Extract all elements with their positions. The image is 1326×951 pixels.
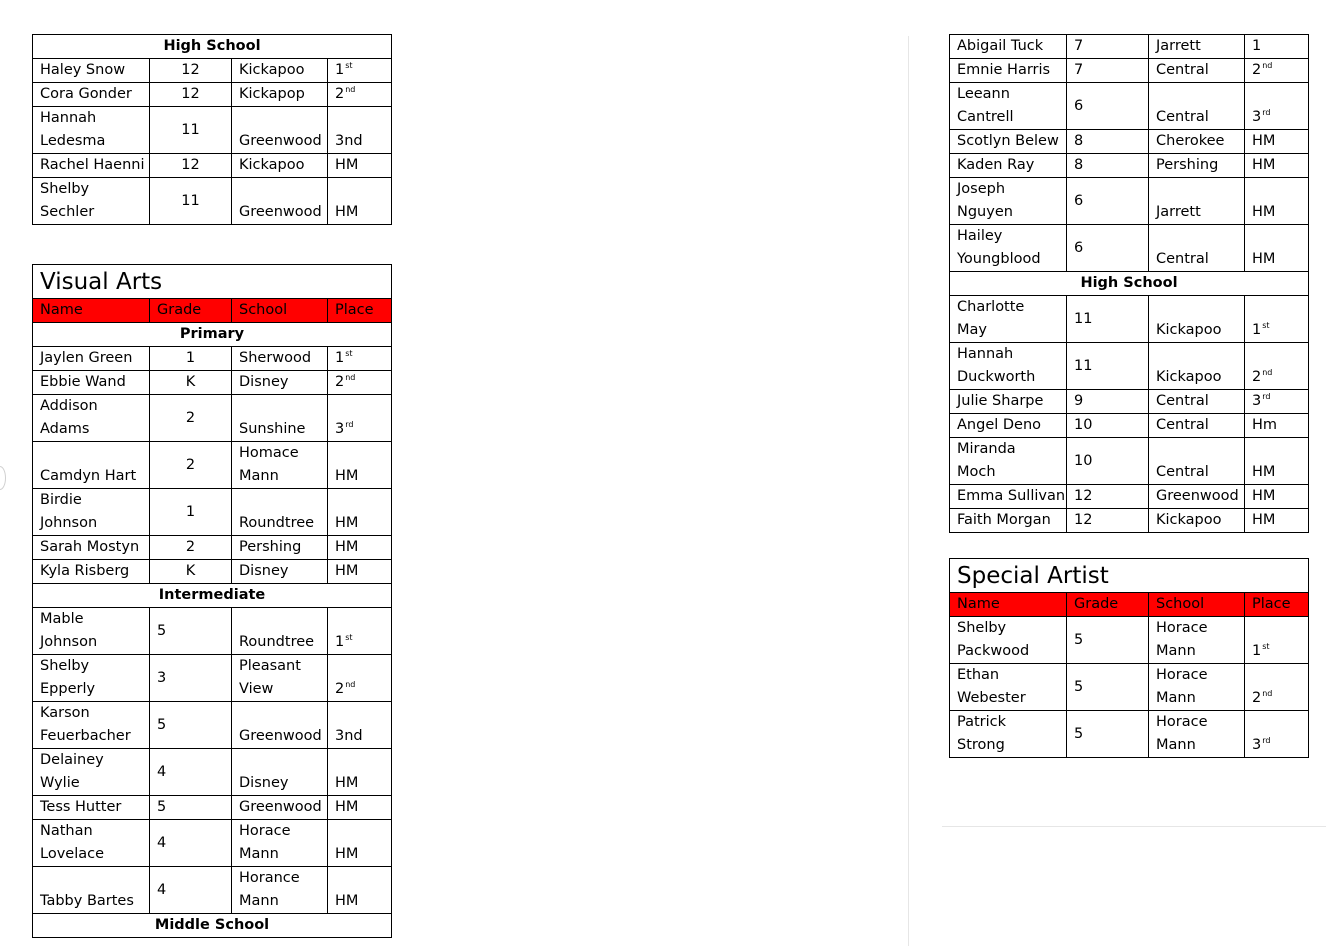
student-school: Central	[1149, 390, 1245, 414]
student-name: Angel Deno	[950, 414, 1067, 438]
table-row	[33, 442, 392, 489]
student-place	[1245, 225, 1309, 272]
student-name: Faith Morgan	[950, 509, 1067, 533]
student-school: Disney	[232, 371, 328, 395]
place-value: HM	[1252, 204, 1276, 220]
student-grade: 1	[150, 489, 232, 536]
student-school: Horace Mann	[232, 820, 328, 867]
place-ordinal-suffix: rd	[1262, 392, 1271, 401]
section-heading-primary: Primary	[33, 323, 392, 347]
table-row	[950, 390, 1309, 414]
table-row	[950, 414, 1309, 438]
place-value: 3	[1252, 393, 1262, 409]
student-name: Delainey Wylie	[33, 749, 150, 796]
place-value: 2	[1252, 369, 1262, 385]
student-place	[328, 796, 392, 820]
student-grade: 6	[1067, 225, 1149, 272]
student-grade: 12	[1067, 485, 1149, 509]
place-ordinal-suffix: st	[1262, 321, 1270, 330]
section-heading-intermediate: Intermediate	[33, 584, 392, 608]
student-school: Horace Mann	[1149, 711, 1245, 758]
student-place	[328, 560, 392, 584]
student-name: Ebbie Wand	[33, 371, 150, 395]
section-heading-high-school: High School	[33, 35, 392, 59]
place-value: 1	[1252, 643, 1262, 659]
place-value: 3	[1252, 109, 1262, 125]
table-row	[950, 130, 1309, 154]
student-grade: 11	[1067, 343, 1149, 390]
student-grade: 5	[1067, 711, 1149, 758]
student-place	[1245, 414, 1309, 438]
place-value: 2	[335, 86, 345, 102]
student-grade: 12	[150, 154, 232, 178]
student-place	[328, 867, 392, 914]
place-ordinal-suffix: st	[345, 61, 353, 70]
column-header-grade: Grade	[150, 299, 232, 323]
place-value: HM	[1252, 488, 1276, 504]
table-row	[33, 608, 392, 655]
student-place	[328, 442, 392, 489]
student-place	[328, 608, 392, 655]
student-name: Cora Gonder	[33, 83, 150, 107]
student-school: Central	[1149, 59, 1245, 83]
visual-arts-table	[32, 264, 392, 938]
place-ordinal-suffix: nd	[345, 373, 356, 382]
student-place	[328, 83, 392, 107]
table-row	[33, 796, 392, 820]
student-place	[328, 59, 392, 83]
special-artist-title: Special Artist	[950, 559, 1309, 593]
table-row	[33, 867, 392, 914]
student-grade: 11	[1067, 296, 1149, 343]
table-row	[33, 395, 392, 442]
student-grade: 4	[150, 820, 232, 867]
student-school: Central	[1149, 414, 1245, 438]
table-row	[950, 509, 1309, 533]
student-name: Charlotte May	[950, 296, 1067, 343]
column-header-place: Place	[1245, 593, 1309, 617]
place-value: 1	[335, 350, 345, 366]
place-value: 1	[1252, 38, 1262, 54]
student-place	[1245, 664, 1309, 711]
place-value: HM	[335, 775, 359, 791]
place-value: 3nd	[335, 728, 363, 744]
student-grade: 7	[1067, 35, 1149, 59]
place-value: HM	[335, 893, 359, 909]
place-value: 2	[335, 374, 345, 390]
place-ordinal-suffix: nd	[345, 85, 356, 94]
student-place	[1245, 509, 1309, 533]
student-name: Joseph Nguyen	[950, 178, 1067, 225]
student-grade: 8	[1067, 154, 1149, 178]
student-grade: 5	[150, 608, 232, 655]
student-school: Roundtree	[232, 608, 328, 655]
table-row	[33, 820, 392, 867]
student-grade: 12	[150, 83, 232, 107]
place-ordinal-suffix: rd	[345, 420, 354, 429]
student-school: Horace Mann	[1149, 664, 1245, 711]
student-place	[1245, 83, 1309, 130]
student-school: Greenwood	[232, 107, 328, 154]
column-header-school: School	[1149, 593, 1245, 617]
place-value: HM	[1252, 464, 1276, 480]
table-row	[33, 655, 392, 702]
column-header-place: Place	[328, 299, 392, 323]
student-grade: 10	[1067, 414, 1149, 438]
table-row	[33, 536, 392, 560]
student-name: Tess Hutter	[33, 796, 150, 820]
student-name: Emnie Harris	[950, 59, 1067, 83]
student-name: Camdyn Hart	[33, 442, 150, 489]
place-value: HM	[1252, 133, 1276, 149]
student-name: Sarah Mostyn	[33, 536, 150, 560]
table-row	[950, 664, 1309, 711]
student-school: Sunshine	[232, 395, 328, 442]
student-grade: 8	[1067, 130, 1149, 154]
student-name: Jaylen Green	[33, 347, 150, 371]
student-grade: 4	[150, 749, 232, 796]
student-place	[328, 395, 392, 442]
student-school: Homace Mann	[232, 442, 328, 489]
column-header-grade: Grade	[1067, 593, 1149, 617]
student-school: Pershing	[1149, 154, 1245, 178]
student-grade: K	[150, 371, 232, 395]
student-school: Jarrett	[1149, 178, 1245, 225]
student-place	[1245, 154, 1309, 178]
table-row	[33, 749, 392, 796]
place-value: 1	[1252, 322, 1262, 338]
student-grade: 5	[150, 796, 232, 820]
student-place	[328, 489, 392, 536]
table-row	[33, 154, 392, 178]
student-name: Mable Johnson	[33, 608, 150, 655]
student-school: Kickapoo	[1149, 509, 1245, 533]
student-school: Central	[1149, 438, 1245, 485]
table-row	[950, 296, 1309, 343]
student-name: Patrick Strong	[950, 711, 1067, 758]
page-divider	[908, 36, 909, 946]
table-row	[950, 35, 1309, 59]
student-grade: 9	[1067, 390, 1149, 414]
place-ordinal-suffix: nd	[345, 680, 356, 689]
table-row	[33, 702, 392, 749]
student-name: Hannah Ledesma	[33, 107, 150, 154]
student-school: Jarrett	[1149, 35, 1245, 59]
table-row	[950, 485, 1309, 509]
student-grade: 7	[1067, 59, 1149, 83]
table-row	[33, 489, 392, 536]
column-header-name: Name	[950, 593, 1067, 617]
place-ordinal-suffix: st	[345, 349, 353, 358]
student-grade: 3	[150, 655, 232, 702]
table-row	[950, 343, 1309, 390]
student-place	[328, 154, 392, 178]
student-grade: 5	[1067, 664, 1149, 711]
student-name: Haley Snow	[33, 59, 150, 83]
student-name: Shelby Epperly	[33, 655, 150, 702]
column-header-name: Name	[33, 299, 150, 323]
place-value: HM	[1252, 157, 1276, 173]
student-place	[1245, 178, 1309, 225]
place-ordinal-suffix: rd	[1262, 108, 1271, 117]
student-school: Kickapop	[232, 83, 328, 107]
place-ordinal-suffix: nd	[1262, 61, 1273, 70]
place-ordinal-suffix: nd	[1262, 368, 1273, 377]
table-row	[33, 59, 392, 83]
student-place	[328, 749, 392, 796]
place-value: 2	[1252, 62, 1262, 78]
student-school: Roundtree	[232, 489, 328, 536]
table-row	[950, 154, 1309, 178]
student-grade: 11	[150, 107, 232, 154]
student-place	[1245, 343, 1309, 390]
place-value: HM	[335, 468, 359, 484]
student-school: Greenwood	[232, 178, 328, 225]
place-value: 3	[1252, 737, 1262, 753]
student-school: Pleasant View	[232, 655, 328, 702]
student-place	[328, 107, 392, 154]
student-school: Kickapoo	[232, 59, 328, 83]
student-place	[1245, 438, 1309, 485]
student-place	[1245, 296, 1309, 343]
place-value: HM	[335, 846, 359, 862]
student-school: Kickapoo	[1149, 343, 1245, 390]
special-artist-table	[949, 558, 1309, 758]
place-ordinal-suffix: nd	[1262, 689, 1273, 698]
student-grade: 12	[1067, 509, 1149, 533]
place-value: Hm	[1252, 417, 1278, 433]
table-row	[950, 617, 1309, 664]
table-row	[950, 711, 1309, 758]
student-place	[328, 371, 392, 395]
table-row	[33, 347, 392, 371]
student-school: Cherokee	[1149, 130, 1245, 154]
student-place	[1245, 617, 1309, 664]
table-row	[950, 59, 1309, 83]
table-row	[33, 560, 392, 584]
student-grade: 5	[150, 702, 232, 749]
table-row	[950, 225, 1309, 272]
place-value: HM	[335, 515, 359, 531]
student-place	[1245, 711, 1309, 758]
student-place	[328, 347, 392, 371]
student-name: Birdie Johnson	[33, 489, 150, 536]
student-place	[328, 536, 392, 560]
place-value: HM	[1252, 251, 1276, 267]
student-school: Kickapoo	[1149, 296, 1245, 343]
place-value: HM	[335, 539, 359, 555]
column-header-school: School	[232, 299, 328, 323]
student-place	[328, 178, 392, 225]
student-name: Shelby Sechler	[33, 178, 150, 225]
student-name: Rachel Haenni	[33, 154, 150, 178]
section-heading-middle-school: Middle School	[33, 914, 392, 938]
student-name: Karson Feuerbacher	[33, 702, 150, 749]
student-place	[1245, 485, 1309, 509]
place-ordinal-suffix: st	[1262, 642, 1270, 651]
student-name: Leeann Cantrell	[950, 83, 1067, 130]
student-grade: 4	[150, 867, 232, 914]
student-name: Addison Adams	[33, 395, 150, 442]
place-value: HM	[335, 204, 359, 220]
student-grade: 12	[150, 59, 232, 83]
table-row	[33, 371, 392, 395]
student-school: Sherwood	[232, 347, 328, 371]
place-value: HM	[335, 799, 359, 815]
student-name: Scotlyn Belew	[950, 130, 1067, 154]
student-name: Shelby Packwood	[950, 617, 1067, 664]
student-grade: 2	[150, 536, 232, 560]
student-grade: 6	[1067, 178, 1149, 225]
student-school: Greenwood	[1149, 485, 1245, 509]
student-school: Disney	[232, 749, 328, 796]
section-rule	[942, 826, 1326, 827]
place-value: 1	[335, 634, 345, 650]
student-place	[1245, 35, 1309, 59]
student-name: Ethan Webester	[950, 664, 1067, 711]
student-place	[1245, 59, 1309, 83]
place-value: 3	[335, 421, 345, 437]
student-name: Abigail Tuck	[950, 35, 1067, 59]
student-school: Pershing	[232, 536, 328, 560]
student-name: Julie Sharpe	[950, 390, 1067, 414]
student-place	[328, 655, 392, 702]
student-school: Kickapoo	[232, 154, 328, 178]
student-grade: 2	[150, 395, 232, 442]
table-row	[33, 83, 392, 107]
place-value: 2	[335, 681, 345, 697]
student-place	[1245, 130, 1309, 154]
page-edge-mark	[0, 466, 6, 490]
place-value: 3nd	[335, 133, 363, 149]
place-value: HM	[335, 563, 359, 579]
student-name: Miranda Moch	[950, 438, 1067, 485]
student-name: Emma Sullivan	[950, 485, 1067, 509]
table-row	[950, 83, 1309, 130]
student-school: Greenwood	[232, 796, 328, 820]
student-name: Hannah Duckworth	[950, 343, 1067, 390]
table-row	[33, 178, 392, 225]
student-name: Hailey Youngblood	[950, 225, 1067, 272]
place-value: HM	[1252, 512, 1276, 528]
table-row	[950, 438, 1309, 485]
place-value: 2	[1252, 690, 1262, 706]
high-school-results-table	[32, 34, 392, 225]
table-row	[950, 178, 1309, 225]
place-value: HM	[335, 157, 359, 173]
student-grade: 6	[1067, 83, 1149, 130]
student-grade: 1	[150, 347, 232, 371]
section-heading-high-school: High School	[950, 272, 1309, 296]
student-grade: K	[150, 560, 232, 584]
student-name: Kaden Ray	[950, 154, 1067, 178]
student-place	[328, 702, 392, 749]
student-name: Kyla Risberg	[33, 560, 150, 584]
student-school: Horace Mann	[1149, 617, 1245, 664]
student-grade: 5	[1067, 617, 1149, 664]
student-grade: 10	[1067, 438, 1149, 485]
table-row	[33, 107, 392, 154]
place-value: 1	[335, 62, 345, 78]
middle-high-school-results-table	[949, 34, 1309, 533]
student-grade: 2	[150, 442, 232, 489]
student-place	[328, 820, 392, 867]
visual-arts-title: Visual Arts	[33, 265, 392, 299]
student-school: Horance Mann	[232, 867, 328, 914]
student-school: Central	[1149, 225, 1245, 272]
student-school: Greenwood	[232, 702, 328, 749]
student-school: Central	[1149, 83, 1245, 130]
student-name: Nathan Lovelace	[33, 820, 150, 867]
student-grade: 11	[150, 178, 232, 225]
student-place	[1245, 390, 1309, 414]
place-ordinal-suffix: rd	[1262, 736, 1271, 745]
student-name: Tabby Bartes	[33, 867, 150, 914]
place-ordinal-suffix: st	[345, 633, 353, 642]
student-school: Disney	[232, 560, 328, 584]
